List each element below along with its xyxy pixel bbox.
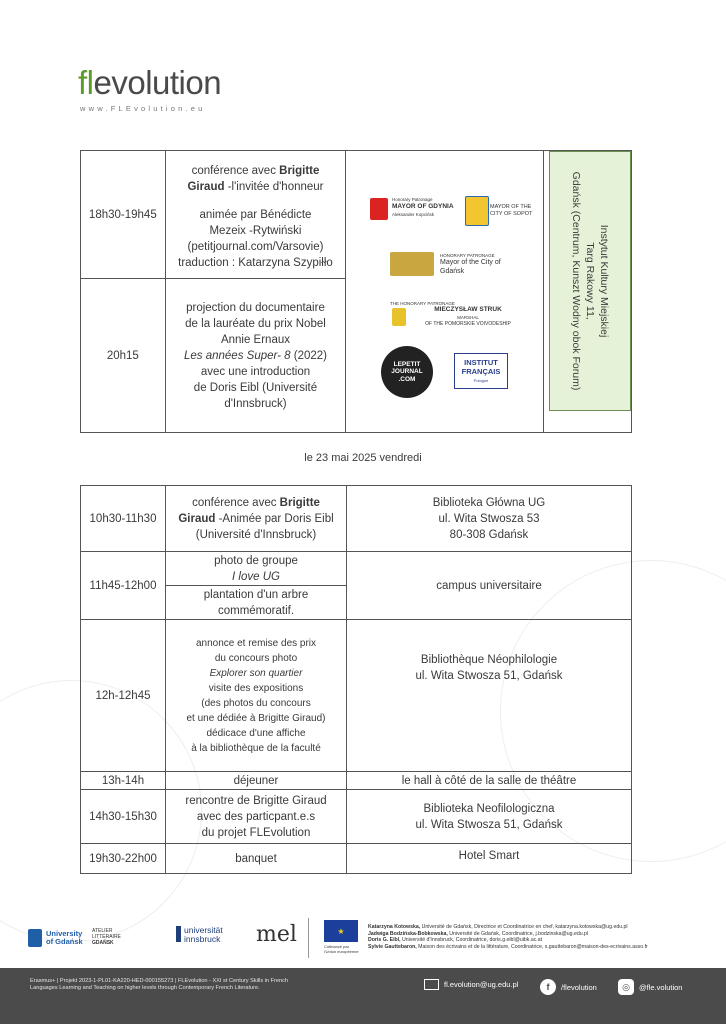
place-cell: Biblioteka Neofilologiczna ul. Wita Stwosza 51, Gdańsk [347,790,632,844]
activity-cell: banquet [166,844,347,874]
time-cell: 11h45-12h00 [81,552,166,620]
eu-flag-icon: ★ [324,920,358,942]
gdansk-crest-icon [390,252,434,276]
pomorskie-crest-icon [392,308,406,326]
footer-facebook-link[interactable]: f /flevolution [540,979,597,995]
footer-instagram-link[interactable]: ◎ @fle.volution [618,979,682,995]
instagram-icon: ◎ [618,979,634,995]
facebook-icon: f [540,979,556,995]
website-url: www.FLEvolution.eu [80,104,206,113]
location-street: Targ Rakowy 11, [584,242,596,320]
time-cell: 13h-14h [81,772,166,790]
lepetit-journal-logo: LEPETIT JOURNAL .COM [381,346,433,398]
time-cell: 20h15 [81,279,166,433]
footer [0,968,726,1024]
flevolution-logo: flevolution [78,64,222,101]
sopot-patronage: MAYOR OF THE CITY OF SOPOT [490,204,533,217]
date-heading: le 23 mai 2025 vendredi [304,452,422,464]
sopot-crest-icon [465,196,489,226]
institut-francais-logo: INSTITUT FRANÇAIS Pologne [454,353,508,389]
time-cell: 18h30-19h45 [81,151,166,279]
patronage-logos-cell [346,151,543,433]
time-cell: 19h30-22h00 [81,844,166,874]
university-of-gdansk-logo: University of Gdańsk [28,918,83,958]
contact-item: Sylvie Gauttebaron, Maison des écrivains et de la littérature, Coordinatrice, s.gauttebaron@maison-des-ecrivains.asso.fr [368,943,648,950]
innsbruck-logo: universität innsbruck [176,926,223,966]
atelier-litteraire-logo: ATELIER LITTÉRAIRE GDAŃSK [92,928,121,946]
location-box [549,151,631,411]
contact-item: Katarzyna Kotowska, Université de Gdańsk, Directrice et Coordinatrice en chef, katarzyna.kotowska@ug.edu.pl [368,924,628,930]
contacts-list [368,924,708,950]
project-info: Erasmus+ | Projekt 2023-1-PL01-KA220-HED-000155273 | FLEvolution - XXI st Century Skills in French Languages Learning and Teaching on higher levels through Contemporary French Literature. [30,978,289,991]
activity-cell: déjeuner [166,772,347,790]
gdynia-crest-icon [370,198,388,220]
time-cell: 10h30-11h30 [81,486,166,552]
gdynia-patronage: Honorary Patronage MAYOR OF GDYNIA Aleksander Kopcińsk [392,197,454,217]
place-cell: campus universitaire [347,552,632,620]
time-cell: 14h30-15h30 [81,790,166,844]
activity-cell: rencontre de Brigitte Giraud avec des particpant.e.s du projet FLEvolution [166,790,347,844]
mail-icon [424,979,439,990]
pomorskie-patronage: MIECZYSŁAW STRUK MARSHAL OF THE POMORSKIE VOIVODESHIP [425,306,511,327]
place-cell: Hotel Smart [347,844,632,874]
activity-cell: plantation d'un arbre commémoratif. [166,586,347,620]
activity-cell: projection du documentaire de la lauréate du prix Nobel Annie Ernaux Les années Super- 8 (2022) avec une introduction de Doris Eibl (Université d'Innsbruck) [165,279,346,433]
time-cell: 12h-12h45 [81,620,166,772]
location-district: Gdańsk (Centrum, Kunszt Wodny obok Forum) [570,171,582,391]
mel-logo: mel [256,922,297,947]
footer-email-link[interactable]: fl.evolution@ug.edu.pl [424,979,518,990]
location-name: Instytut Kultury Miejskiej [598,224,610,338]
ug-crest-icon [28,929,42,947]
activity-cell: annonce et remise des prix du concours photo Explorer son quartier visite des expositions (des photos du concours et une dédiée à Brigitte Giraud) dédicace d'une affiche à la bibliothèque de la faculté [166,620,347,772]
activity-cell: conférence avec Brigitte Giraud -Animée par Doris Eibl (Université d'Innsbruck) [166,486,347,552]
partners-divider [308,918,309,958]
contact-item: Jadwiga Bodzińska-Bobkowska, Université de Gdańsk, Coordinatrice, j.bodzinska@ug.edu.pl [368,930,589,937]
pomorskie-patronage-title: THE HONORARY PATRONAGE [390,301,455,306]
contact-item: Doris G. Eibl, Université d'Innsbruck, Coordinatrice, doris.g.eibl@uibk.ac.at [368,937,543,943]
place-cell: Bibliothèque Néophilologie ul. Wita Stwosza 51, Gdańsk [347,620,632,772]
schedule-table-2 [80,485,632,874]
place-cell: le hall à côté de la salle de théâtre [347,772,632,790]
activity-cell: conférence avec Brigitte Giraud -l'invitée d'honneur animée par Bénédicte Mezeix -Rytwiński (petitjournal.com/Varsovie) traduction : Katarzyna Szypiłło [165,151,346,279]
place-cell: Biblioteka Główna UG ul. Wita Stwosza 53 80-308 Gdańsk [347,486,632,552]
gdansk-patronage: HONORARY PATRONAGE Mayor of the City of Gdańsk [440,253,501,275]
eu-logo: ★ Cofinancé par l'Union européenne [324,920,359,960]
activity-cell: photo de groupe I love UG [166,552,347,586]
